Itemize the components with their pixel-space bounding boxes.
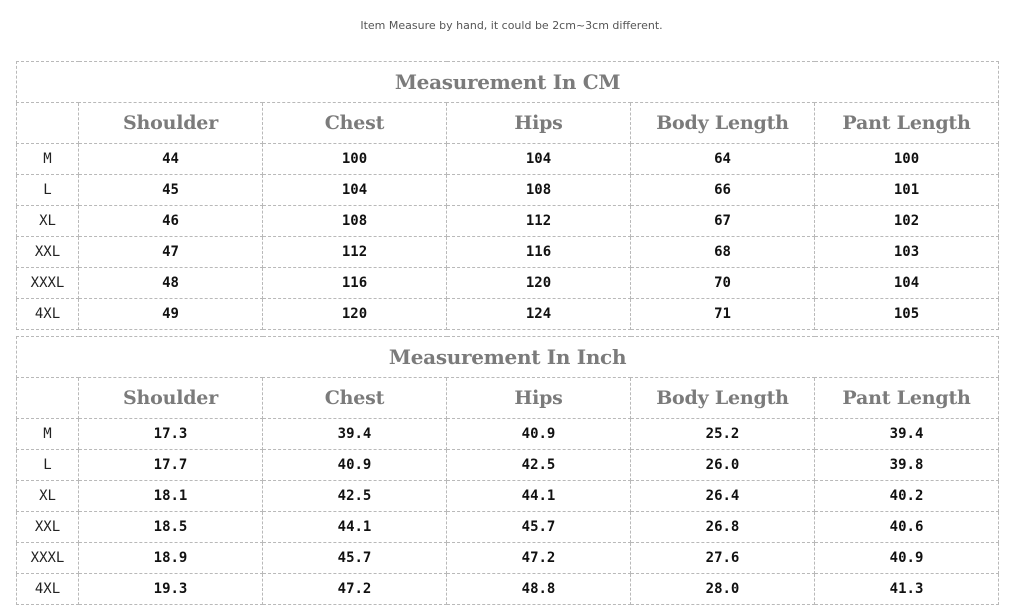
chest-value: 116 bbox=[263, 268, 447, 299]
shoulder-header: Shoulder bbox=[79, 103, 263, 144]
shoulder-value: 45 bbox=[79, 175, 263, 206]
shoulder-value: 17.3 bbox=[79, 419, 263, 450]
chest-header: Chest bbox=[263, 103, 447, 144]
pant-length-value: 102 bbox=[815, 206, 999, 237]
header-row bbox=[17, 378, 999, 419]
chest-value: 40.9 bbox=[263, 450, 447, 481]
hips-value: 108 bbox=[447, 175, 631, 206]
header-row bbox=[17, 103, 999, 144]
body-length-value: 26.8 bbox=[631, 512, 815, 543]
pant-length-value: 103 bbox=[815, 237, 999, 268]
table-title: Measurement In CM bbox=[17, 62, 999, 103]
body-length-value: 26.4 bbox=[631, 481, 815, 512]
hips-value: 48.8 bbox=[447, 574, 631, 605]
table-row bbox=[17, 144, 999, 175]
pant-length-value: 41.3 bbox=[815, 574, 999, 605]
table-row bbox=[17, 299, 999, 330]
body-length-value: 71 bbox=[631, 299, 815, 330]
hips-value: 120 bbox=[447, 268, 631, 299]
table-title: Measurement In Inch bbox=[17, 337, 999, 378]
size-label: XL bbox=[17, 206, 79, 237]
hips-header: Hips bbox=[447, 378, 631, 419]
size-label: L bbox=[17, 450, 79, 481]
size-column-header bbox=[17, 103, 79, 144]
pant-length-value: 40.6 bbox=[815, 512, 999, 543]
shoulder-value: 18.1 bbox=[79, 481, 263, 512]
table-row bbox=[17, 481, 999, 512]
chest-value: 120 bbox=[263, 299, 447, 330]
body-length-value: 70 bbox=[631, 268, 815, 299]
shoulder-value: 18.5 bbox=[79, 512, 263, 543]
size-label: XXL bbox=[17, 512, 79, 543]
pant-length-value: 39.8 bbox=[815, 450, 999, 481]
body-length-value: 68 bbox=[631, 237, 815, 268]
size-column-header bbox=[17, 378, 79, 419]
cm-size-table bbox=[16, 61, 999, 330]
pant-length-value: 39.4 bbox=[815, 419, 999, 450]
size-label: M bbox=[17, 419, 79, 450]
table-row bbox=[17, 175, 999, 206]
table-row bbox=[17, 450, 999, 481]
hips-value: 47.2 bbox=[447, 543, 631, 574]
table-row bbox=[17, 268, 999, 299]
table-row bbox=[17, 543, 999, 574]
pant-length-value: 101 bbox=[815, 175, 999, 206]
pant-length-header: Pant Length bbox=[815, 103, 999, 144]
shoulder-value: 48 bbox=[79, 268, 263, 299]
hips-value: 40.9 bbox=[447, 419, 631, 450]
chest-value: 104 bbox=[263, 175, 447, 206]
shoulder-header: Shoulder bbox=[79, 378, 263, 419]
size-label: 4XL bbox=[17, 574, 79, 605]
size-label: L bbox=[17, 175, 79, 206]
hips-value: 112 bbox=[447, 206, 631, 237]
hips-header: Hips bbox=[447, 103, 631, 144]
chest-value: 42.5 bbox=[263, 481, 447, 512]
body-length-value: 66 bbox=[631, 175, 815, 206]
size-label: XXXL bbox=[17, 268, 79, 299]
body-length-header: Body Length bbox=[631, 103, 815, 144]
body-length-value: 28.0 bbox=[631, 574, 815, 605]
hips-value: 45.7 bbox=[447, 512, 631, 543]
hips-value: 44.1 bbox=[447, 481, 631, 512]
shoulder-value: 18.9 bbox=[79, 543, 263, 574]
chest-value: 108 bbox=[263, 206, 447, 237]
pant-length-value: 40.2 bbox=[815, 481, 999, 512]
measurement-note: Item Measure by hand, it could be 2cm~3cm different. bbox=[360, 19, 663, 32]
table-row bbox=[17, 574, 999, 605]
chest-value: 45.7 bbox=[263, 543, 447, 574]
chest-value: 47.2 bbox=[263, 574, 447, 605]
pant-length-header: Pant Length bbox=[815, 378, 999, 419]
chest-value: 100 bbox=[263, 144, 447, 175]
inch-size-table bbox=[16, 336, 999, 605]
chest-value: 44.1 bbox=[263, 512, 447, 543]
pant-length-value: 40.9 bbox=[815, 543, 999, 574]
shoulder-value: 19.3 bbox=[79, 574, 263, 605]
hips-value: 116 bbox=[447, 237, 631, 268]
table-row bbox=[17, 206, 999, 237]
size-label: XXXL bbox=[17, 543, 79, 574]
body-length-header: Body Length bbox=[631, 378, 815, 419]
body-length-value: 25.2 bbox=[631, 419, 815, 450]
shoulder-value: 46 bbox=[79, 206, 263, 237]
body-length-value: 64 bbox=[631, 144, 815, 175]
hips-value: 124 bbox=[447, 299, 631, 330]
table-row bbox=[17, 237, 999, 268]
table-row bbox=[17, 512, 999, 543]
pant-length-value: 105 bbox=[815, 299, 999, 330]
size-label: XL bbox=[17, 481, 79, 512]
table-row bbox=[17, 419, 999, 450]
shoulder-value: 49 bbox=[79, 299, 263, 330]
shoulder-value: 17.7 bbox=[79, 450, 263, 481]
size-label: M bbox=[17, 144, 79, 175]
shoulder-value: 44 bbox=[79, 144, 263, 175]
chest-header: Chest bbox=[263, 378, 447, 419]
size-label: XXL bbox=[17, 237, 79, 268]
body-length-value: 26.0 bbox=[631, 450, 815, 481]
pant-length-value: 100 bbox=[815, 144, 999, 175]
size-label: 4XL bbox=[17, 299, 79, 330]
pant-length-value: 104 bbox=[815, 268, 999, 299]
chest-value: 39.4 bbox=[263, 419, 447, 450]
hips-value: 104 bbox=[447, 144, 631, 175]
body-length-value: 27.6 bbox=[631, 543, 815, 574]
hips-value: 42.5 bbox=[447, 450, 631, 481]
shoulder-value: 47 bbox=[79, 237, 263, 268]
body-length-value: 67 bbox=[631, 206, 815, 237]
chest-value: 112 bbox=[263, 237, 447, 268]
